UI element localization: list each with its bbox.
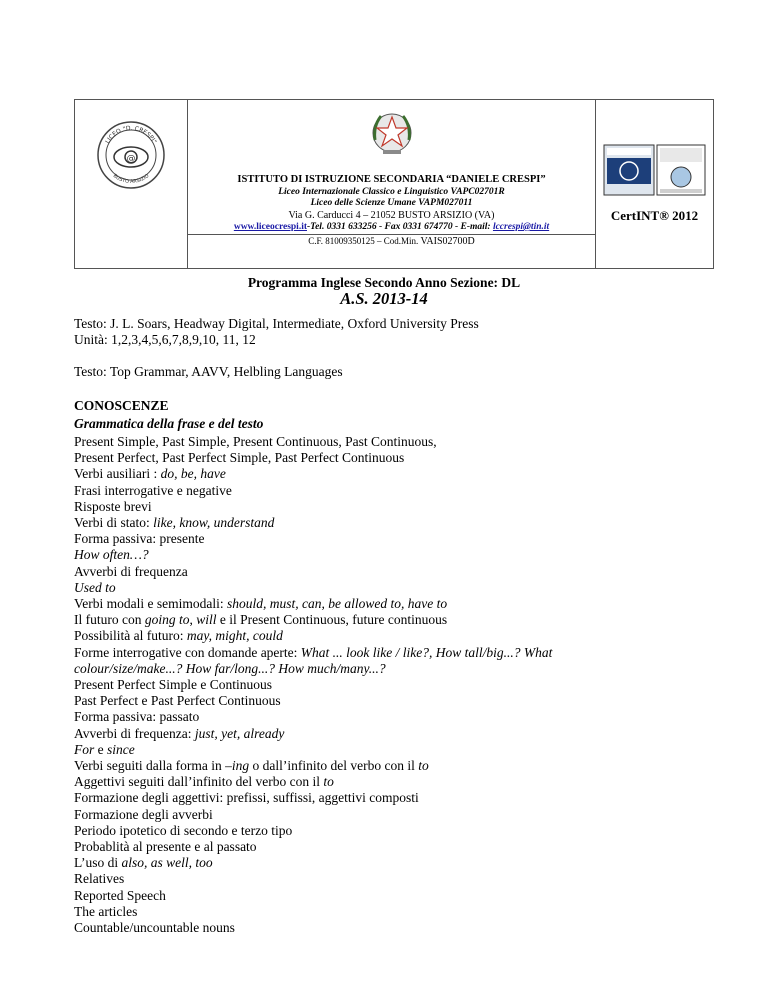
grammar-topic-fragment: like, know, understand <box>153 515 275 530</box>
grammar-topic-line <box>74 888 166 904</box>
grammar-topic-fragment: Avverbi di frequenza: <box>74 725 195 741</box>
grammar-topic-line <box>74 855 213 871</box>
school-name: ISTITUTO DI ISTRUZIONE SECONDARIA “DANIELE CRESPI” <box>237 174 546 185</box>
grammar-topic-line <box>74 580 116 596</box>
school-logo-icon <box>96 120 166 190</box>
grammar-topic-fragment: Countable/uncountable nouns <box>74 920 235 935</box>
grammar-topic-fragment: o dall’infinito del verbo con il <box>249 758 419 773</box>
letterhead-table <box>74 99 714 269</box>
certification-logos-icon <box>603 144 706 196</box>
grammar-topic-fragment: Avverbi di frequenza <box>74 563 188 579</box>
grammar-topic-fragment: The articles <box>74 903 138 919</box>
grammar-topic-line <box>74 450 404 466</box>
grammar-topic-fragment: Reported Speech <box>74 887 166 903</box>
grammar-topic-fragment: to <box>418 758 429 773</box>
grammar-topic-fragment: will <box>196 612 217 628</box>
grammar-topic-line <box>74 871 124 887</box>
school-sub-classico: Liceo Internazionale Classico e Linguistico VAPC02701R <box>278 187 505 197</box>
grammar-topic-line <box>74 904 137 920</box>
email-link[interactable]: lccrespi@tin.it <box>492 222 550 232</box>
grammar-topic-line <box>74 531 204 547</box>
grammar-topic-fragment: What ... look like / like?, How tall/big...? What <box>300 644 553 660</box>
grammar-topic-line <box>74 709 199 725</box>
grammar-topic-fragment: also, as well, too <box>121 855 213 871</box>
fiscal-code-text: C.F. 81009350125 – Cod.Min. <box>308 236 421 246</box>
textbook-2: Testo: Top Grammar, AAVV, Helbling Languages <box>74 364 343 379</box>
grammar-topic-fragment: Forma passiva: presente <box>74 531 205 547</box>
website-link[interactable]: www.liceocrespi.it <box>233 222 307 232</box>
grammar-topic-fragment: Possibilità al futuro: <box>74 628 187 644</box>
grammar-topic-line <box>74 434 437 450</box>
grammar-topic-fragment: just, yet, already <box>194 725 285 741</box>
school-contact-line <box>188 222 595 233</box>
grammar-topic-fragment: Used to <box>74 579 116 595</box>
grammar-topic-line <box>74 628 283 644</box>
grammar-topic-fragment: Verbi di stato: <box>74 515 154 530</box>
school-address: Via G. Carducci 4 – 21052 BUSTO ARSIZIO (VA) <box>288 210 495 221</box>
grammar-topic-line <box>74 547 149 563</box>
grammar-topic-line <box>74 466 226 482</box>
textbook-1: Testo: J. L. Soars, Headway Digital, Intermediate, Oxford University Press <box>74 316 479 331</box>
grammar-topic-line <box>74 807 213 823</box>
grammar-topic-line <box>74 726 284 742</box>
grammar-topic-fragment: Formazione degli avverbi <box>74 806 213 822</box>
grammar-topic-fragment: Verbi ausiliari : <box>74 466 161 482</box>
grammar-topic-fragment: Risposte brevi <box>74 498 152 514</box>
grammar-topic-line <box>74 839 257 855</box>
section-title-conoscenze: CONOSCENZE <box>74 398 169 413</box>
grammar-topic-fragment: Formazione degli aggettivi: prefissi, suffissi, aggettivi composti <box>74 790 419 806</box>
grammar-topic-fragment: Frasi interrogative e negative <box>74 482 232 498</box>
letterhead-center-cell <box>188 100 595 268</box>
grammar-topic-line <box>74 823 292 839</box>
school-year: A.S. 2013-14 <box>340 289 428 308</box>
grammar-topic-line <box>74 790 419 806</box>
grammar-topic-fragment: Probablità al presente e al passato <box>74 839 257 854</box>
grammar-topic-fragment: should, must, can, be allowed to, have to <box>226 596 448 611</box>
grammar-topic-fragment: colour/size/make...? How far/long...? How much/many...? <box>74 660 386 676</box>
grammar-topic-fragment: Present Simple, Past Simple, Present Continuous, Past Continuous, <box>74 434 437 449</box>
grammar-topic-fragment: Present Perfect Simple e Continuous <box>74 677 272 692</box>
grammar-topic-line <box>74 499 152 515</box>
letterhead-cert-cell <box>595 100 713 268</box>
certint-label: CertINT® 2012 <box>610 208 699 223</box>
grammar-topic-line <box>74 515 274 531</box>
section-subtitle-grammar: Grammatica della frase e del testo <box>74 416 264 431</box>
grammar-topic-fragment: L’uso di <box>74 855 122 871</box>
grammar-topic-line <box>74 758 429 774</box>
programme-title: Programma Inglese Secondo Anno Sezione: DL <box>247 275 521 290</box>
grammar-topic-line <box>74 774 334 790</box>
grammar-topic-line <box>74 612 447 628</box>
grammar-topic-fragment: Verbi modali e semimodali: <box>74 596 227 611</box>
school-fiscal-code <box>188 236 595 247</box>
grammar-topic-fragment: For <box>74 741 95 757</box>
grammar-topic-fragment: do, be, have <box>160 466 226 482</box>
grammar-topic-fragment: Verbi seguiti dalla forma in – <box>74 758 232 773</box>
letterhead-divider <box>188 234 595 235</box>
italian-republic-emblem-icon <box>369 108 415 158</box>
grammar-topic-fragment: Past Perfect e Past Perfect Continuous <box>74 693 281 709</box>
grammar-topic-fragment: Relatives <box>74 871 125 887</box>
grammar-topic-line <box>74 920 235 936</box>
grammar-topic-fragment: Aggettivi seguiti dall’infinito del verbo con il <box>74 774 324 790</box>
grammar-topic-fragment: Periodo ipotetico di secondo e terzo tipo <box>74 822 293 838</box>
grammar-topic-fragment: to <box>323 774 334 790</box>
grammar-topic-fragment: Il futuro con <box>74 612 145 628</box>
grammar-topic-line <box>74 645 552 661</box>
grammar-topic-line <box>74 596 447 612</box>
grammar-topic-fragment: e il Present Continuous, future continuous <box>216 612 448 628</box>
grammar-topic-fragment: How often…? <box>74 547 149 563</box>
grammar-topic-line <box>74 564 188 580</box>
grammar-topic-line <box>74 661 386 677</box>
ministerial-code: VAIS02700D <box>420 236 475 247</box>
grammar-topic-line <box>74 483 232 499</box>
school-logo-text-top: LICEO "D. CRESPI" <box>104 124 158 145</box>
grammar-topic-fragment: going to <box>144 612 190 628</box>
units-list: Unità: 1,2,3,4,5,6,7,8,9,10, 11, 12 <box>74 332 256 347</box>
grammar-topic-fragment: Present Perfect, Past Perfect Simple, Past Perfect Continuous <box>74 450 405 466</box>
svg-text:BUSTO ARSIZIO <box>112 173 151 185</box>
grammar-topic-fragment: since <box>107 741 135 757</box>
grammar-topic-fragment: Forma passiva: passato <box>74 709 200 725</box>
grammar-topic-fragment: may, might, could <box>186 628 283 644</box>
grammar-topic-fragment: ing <box>231 758 250 773</box>
svg-text:@: @ <box>126 154 136 164</box>
letterhead-logo-cell <box>75 100 188 268</box>
grammar-topic-fragment: Forme interrogative con domande aperte: <box>74 644 301 660</box>
grammar-topic-line <box>74 742 135 758</box>
grammar-topic-fragment: e <box>94 741 107 757</box>
school-sub-scienze-umane: Liceo delle Scienze Umane VAPM027011 <box>310 198 473 208</box>
contact-phone-fax: -Tel. 0331 633256 - Fax 0331 674770 - E-mail: <box>307 222 493 232</box>
grammar-topic-line <box>74 693 281 709</box>
grammar-topic-line <box>74 677 272 693</box>
school-logo-text-bottom: BUSTO ARSIZIO <box>111 172 151 186</box>
grammar-topic-fragment: , <box>189 612 197 628</box>
